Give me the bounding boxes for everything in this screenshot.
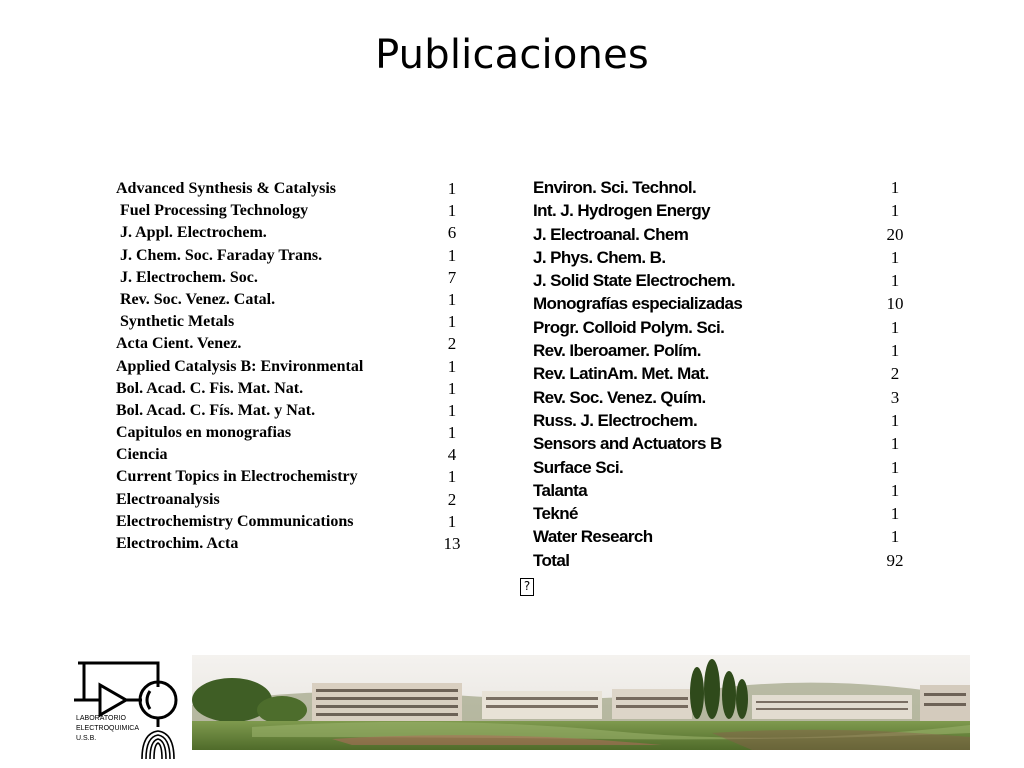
right-journal-row bbox=[533, 246, 900, 269]
publication-count: 1 bbox=[890, 504, 900, 524]
journal-name: Acta Cient. Venez. bbox=[116, 335, 242, 353]
publication-count: 1 bbox=[890, 178, 900, 197]
journal-name: Bol. Acad. C. Fís. Mat. y Nat. bbox=[116, 401, 316, 419]
right-journal-row bbox=[533, 292, 904, 315]
publication-count: 3 bbox=[890, 387, 900, 407]
left-journal-row bbox=[116, 444, 457, 466]
left-journal-row bbox=[116, 245, 457, 267]
left-journal-row bbox=[116, 466, 457, 488]
right-journal-row bbox=[533, 456, 900, 479]
journal-name: Capitulos en monografias bbox=[116, 424, 292, 442]
lab-logo-icon bbox=[70, 655, 188, 760]
left-journal-row bbox=[116, 511, 457, 533]
right-journal-row bbox=[533, 362, 900, 385]
publication-count: 1 bbox=[447, 423, 457, 443]
left-journal-row bbox=[116, 289, 457, 311]
publication-count: 1 bbox=[890, 317, 900, 337]
left-journal-row bbox=[116, 200, 457, 222]
journal-name: Electroanalysis bbox=[116, 490, 220, 508]
publication-count: 10 bbox=[886, 294, 904, 314]
logo-line-3: U.S.B. bbox=[76, 735, 97, 742]
journal-name: J. Solid State Electrochem. bbox=[533, 271, 736, 291]
left-journal-row bbox=[116, 378, 457, 400]
journal-name: Rev. Soc. Venez. Quím. bbox=[533, 387, 706, 407]
publication-count: 1 bbox=[447, 289, 457, 309]
right-journal-row bbox=[533, 549, 904, 572]
publication-count: 1 bbox=[447, 312, 457, 332]
journal-name: J. Electroanal. Chem bbox=[533, 224, 689, 244]
publication-count: 1 bbox=[890, 341, 900, 361]
journal-name: J. Appl. Electrochem. bbox=[120, 224, 267, 242]
slide-title: Publicaciones bbox=[375, 32, 649, 78]
journal-name: Current Topics in Electrochemistry bbox=[116, 468, 358, 486]
left-journal-row bbox=[116, 267, 457, 289]
left-journal-row bbox=[116, 533, 461, 555]
journal-name: Total bbox=[533, 550, 570, 570]
left-journal-row bbox=[116, 178, 457, 200]
journal-name: Rev. Soc. Venez. Catal. bbox=[120, 290, 276, 308]
left-journal-row bbox=[116, 422, 457, 444]
journal-name: Synthetic Metals bbox=[120, 313, 235, 331]
journal-name: Rev. Iberoamer. Polím. bbox=[533, 341, 701, 361]
logo-line-2: ELECTROQUIMICA bbox=[76, 725, 140, 732]
journal-name: Bol. Acad. C. Fis. Mat. Nat. bbox=[116, 379, 304, 397]
journal-name: Electrochemistry Communications bbox=[116, 512, 354, 530]
publication-count: 2 bbox=[890, 364, 900, 384]
left-journal-row bbox=[116, 311, 457, 333]
publication-count: 1 bbox=[890, 480, 900, 500]
journal-name: Russ. J. Electrochem. bbox=[533, 410, 698, 430]
journal-name: Surface Sci. bbox=[533, 457, 624, 477]
journal-name: Ciencia bbox=[116, 446, 168, 464]
publication-count: 1 bbox=[447, 201, 457, 221]
publication-count: 1 bbox=[447, 179, 457, 198]
journal-name: Monografías especializadas bbox=[533, 294, 743, 314]
right-journal-row bbox=[533, 269, 900, 292]
publication-count: 13 bbox=[443, 534, 461, 553]
publication-count: 4 bbox=[447, 445, 457, 465]
left-journal-row bbox=[116, 222, 457, 244]
right-journal-row bbox=[533, 199, 900, 222]
publication-count: 2 bbox=[447, 334, 457, 354]
journal-name: Talanta bbox=[533, 480, 588, 500]
publication-count: 6 bbox=[447, 223, 457, 243]
publication-count: 2 bbox=[447, 489, 457, 509]
right-journal-row bbox=[533, 339, 900, 362]
publication-count: 1 bbox=[447, 467, 457, 487]
journal-name: Fuel Processing Technology bbox=[120, 202, 309, 220]
journal-name: Environ. Sci. Technol. bbox=[533, 178, 697, 197]
left-journal-row bbox=[116, 489, 457, 511]
right-journal-row bbox=[533, 176, 900, 199]
left-journal-row bbox=[116, 333, 457, 355]
journal-name: Progr. Colloid Polym. Sci. bbox=[533, 317, 725, 337]
journal-name: Tekné bbox=[533, 504, 578, 524]
publication-count: 92 bbox=[886, 550, 904, 570]
publication-count: 1 bbox=[447, 378, 457, 398]
publication-count: 1 bbox=[890, 247, 900, 267]
journal-name: Advanced Synthesis & Catalysis bbox=[116, 180, 337, 197]
journal-name: Electrochim. Acta bbox=[116, 535, 239, 552]
publication-count: 1 bbox=[447, 356, 457, 376]
publication-count: 1 bbox=[890, 201, 900, 221]
publication-count: 1 bbox=[890, 527, 900, 547]
publication-count: 1 bbox=[890, 457, 900, 477]
right-journal-row bbox=[533, 525, 900, 548]
logo-line-1: LABORATORIO bbox=[76, 715, 126, 722]
journal-name: Rev. LatinAm. Met. Mat. bbox=[533, 364, 709, 384]
left-journal-row bbox=[116, 356, 457, 378]
publication-count: 20 bbox=[886, 224, 904, 244]
right-journal-row bbox=[533, 223, 904, 246]
missing-glyph-icon: ? bbox=[520, 578, 534, 596]
left-journal-row bbox=[116, 400, 457, 422]
publication-count: 1 bbox=[890, 271, 900, 291]
right-journal-row bbox=[533, 386, 900, 409]
right-journal-row bbox=[533, 432, 900, 455]
journal-name: Sensors and Actuators B bbox=[533, 434, 722, 454]
journal-name: J. Phys. Chem. B. bbox=[533, 247, 666, 267]
publication-count: 1 bbox=[447, 400, 457, 420]
publication-count: 1 bbox=[447, 511, 457, 531]
right-journal-row bbox=[533, 316, 900, 339]
publication-count: 1 bbox=[447, 245, 457, 265]
campus-panorama-image bbox=[192, 655, 970, 750]
publication-count: 1 bbox=[890, 434, 900, 454]
right-journal-row bbox=[533, 479, 900, 502]
journal-name: J. Electrochem. Soc. bbox=[120, 268, 258, 286]
left-publications-list bbox=[116, 178, 461, 555]
journal-name: Int. J. Hydrogen Energy bbox=[533, 201, 711, 221]
journal-name: Applied Catalysis B: Environmental bbox=[116, 357, 364, 375]
publication-count: 1 bbox=[890, 410, 900, 430]
lab-logo-text bbox=[76, 714, 139, 744]
right-journal-row bbox=[533, 502, 900, 525]
journal-name: Water Research bbox=[533, 527, 653, 547]
journal-name: J. Chem. Soc. Faraday Trans. bbox=[120, 246, 323, 264]
right-publications-list bbox=[533, 176, 904, 572]
publication-count: 7 bbox=[447, 267, 457, 287]
right-journal-row bbox=[533, 409, 900, 432]
